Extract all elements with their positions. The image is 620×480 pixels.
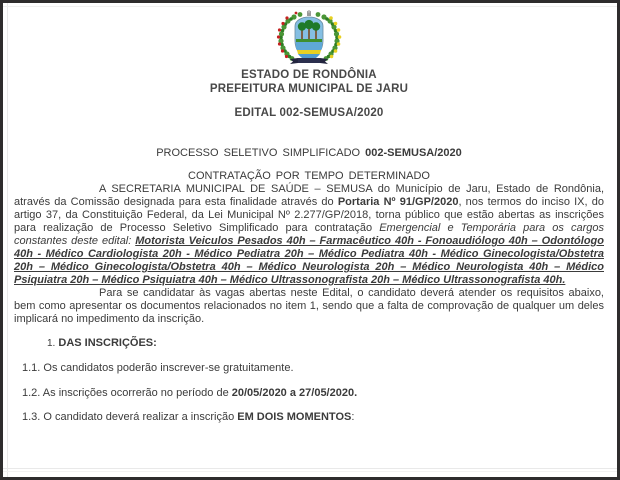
edital-number: EDITAL 002-SEMUSA/2020 [234,107,384,119]
emergency-clause: Emergencial e Temporária para os cargos constantes deste edital: [14,222,604,247]
opening-paragraph-text-1: A SECRETARIA MUNICIPAL DE SAÚDE – SEMUSA do Município de Jaru, Estado de Rondônia, através da Comissão designada para esta finalidade através do [14,183,604,208]
scan-edge-line-bottom [3,468,617,469]
section-1-heading [47,337,604,350]
requirements-paragraph: Para se candidatar às vagas abertas neste Edital, o candidato deverá atender os requisitos abaixo, bem como apresentar os documentos relacionados no item 1, sendo que a falta de comprovação de qualquer um deles implicará no impedimento da inscrição. [14,287,604,325]
item-1-3-post: : [351,411,355,423]
scan-edge-line-bottom-2 [3,471,617,472]
opening-paragraph-text-2: , nos termos do inciso IX, do artigo 37, da Constituição Federal, da Lei Municipal Nº 2.277/GP/2018, torna público que estão abertas as inscrições para realização de Processo Seletivo Simplificado para contratação [14,196,604,234]
item-1-3-text: O candidato deverá realizar a inscrição [40,411,238,423]
org-municipality-name: PREFEITURA MUNICIPAL DE JARU [209,83,409,95]
item-1-1 [22,362,604,375]
item-1-2-dates: 20/05/2020 a 27/05/2020. [231,387,358,399]
process-title [14,147,604,160]
process-title-number: 002-SEMUSA/2020 [365,147,462,159]
coat-of-arms-icon [14,10,604,67]
item-1-3 [22,411,604,424]
portaria-reference: Portaria Nº 91/GP/2020 [337,196,459,208]
document-page [3,3,617,424]
opening-paragraph [14,183,604,287]
item-1-2-text: As inscrições ocorrerão no período de [40,387,232,399]
section-1-title: DAS INSCRIÇÕES: [58,337,157,349]
item-1-1-number: 1.1. [22,362,41,374]
section-1-number: 1. [47,338,56,349]
org-state-name: ESTADO DE RONDÔNIA [241,69,377,81]
item-1-3-bold: EM DOIS MOMENTOS [237,411,352,423]
contract-subtitle: CONTRATAÇÃO POR TEMPO DETERMINADO [188,170,430,182]
item-1-3-number: 1.3. [22,411,41,423]
positions-list: Motorista Veiculos Pesados 40h – Farmacêutico 40h - Fonoaudiólogo 40h – Odontólogo 40h - Médico Cardiologista 20h - Médico Pediatra 20h – Médico Pediatra 40h - Médico Ginecologista/Obstetra 20h – Médico Ginecologista/Obstetra 40h – Médico Neurologista 20h – Médico Neurologista 40h – Médico Psiquiatra 20h – Médico Psiquiatra 40h – Médico Ultrassonografista 20h – Médico Ultrassonografista 40h. [14,235,604,286]
item-1-1-text: Os candidatos poderão inscrever-se gratuitamente. [40,362,294,374]
item-1-2-number: 1.2. [22,387,41,399]
process-title-regular: PROCESSO SELETIVO SIMPLIFICADO [156,147,366,159]
item-1-2 [22,387,604,400]
